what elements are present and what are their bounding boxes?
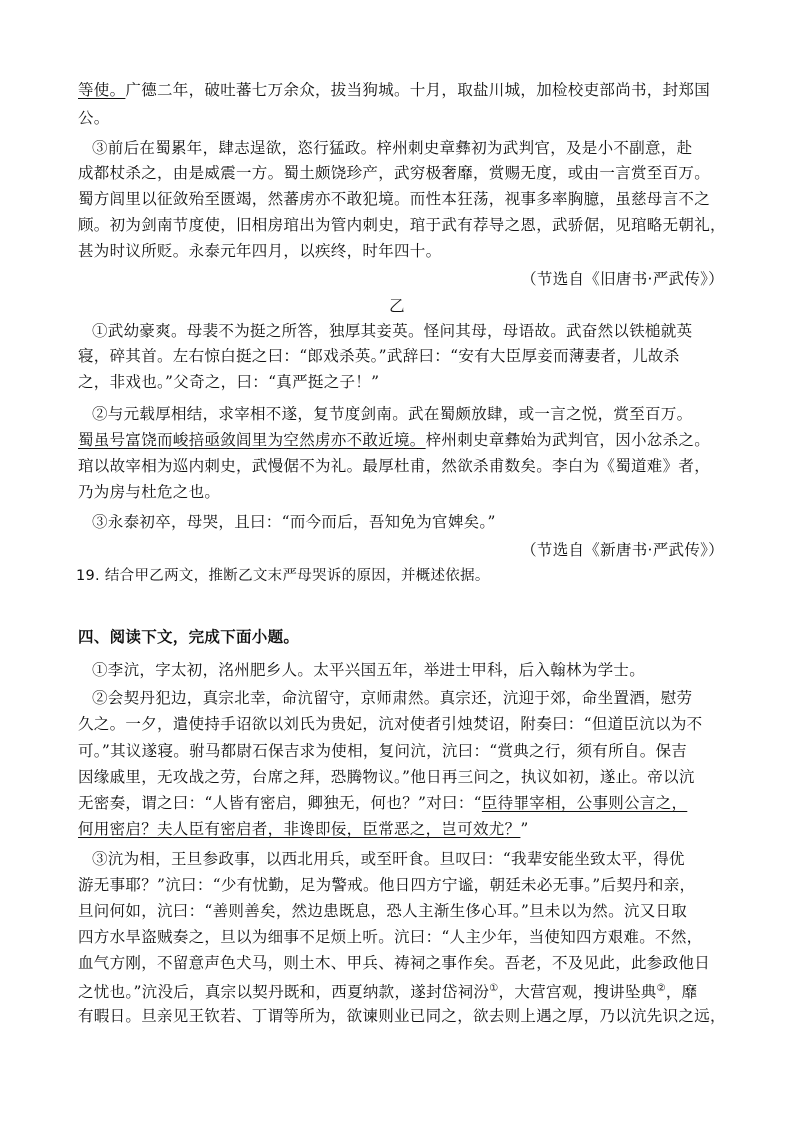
underlined-sentence: 何用密启？夫人臣有密启者，非谗即佞，臣常恶之，岂可效尤？ — [78, 820, 521, 838]
s4-p2-line-5: 无密奏，谓之曰：“人皆有密启，卿独无，何也？”对曰：“臣待罪宰相，公事则公言之， — [78, 794, 688, 812]
s4-p2-line-1: ②会契丹犯边，真宗北幸，命沆留守，京师肃然。真宗还，沆迎于郊，命坐置酒，慰劳 — [92, 689, 693, 707]
s4-p3-line-3: 旦问何如，沆曰：“善则善矣，然边患既息，恐人主渐生侈心耳。”旦未以为然。沆又日取 — [78, 902, 688, 920]
s4-p2-line-6: 何用密启？夫人臣有密启者，非谗即佞，臣常恶之，岂可效尤？” — [78, 820, 529, 838]
jia-p3-line-2: 成都杖杀之，由是威震一方。蜀土颇饶珍产，武穷极奢靡，赏赐无度，或由一言赏至百万。 — [78, 164, 711, 182]
jia-cont-line-2: 公。 — [78, 109, 110, 127]
yi-p1-line-1: ①武幼豪爽。母裴不为挺之所答，独厚其妾英。怪问其母，母语故。武奋然以铁槌就英 — [92, 322, 693, 340]
footnote-marker: ② — [656, 983, 666, 994]
jia-p3-line-5: 甚为时议所贬。永泰元年四月，以疾终，时年四十。 — [78, 242, 442, 260]
yi-p1-line-3: 之，非戏也。”父奇之，曰：“真严挺之子！” — [78, 373, 380, 391]
jia-p3-line-1: ③前后在蜀累年，肆志逞欲，恣行猛政。梓州刺史章彝初为武判官，及是小不副意，赴 — [92, 139, 693, 157]
footnote-marker: ① — [489, 983, 499, 994]
yi-p2-line-2: 蜀虽号富饶而峻掊亟敛闾里为空然虏亦不敢近境。梓州刺史章彝始为武判官，因小忿杀之。 — [78, 431, 711, 449]
jia-p3-line-3: 蜀方闾里以征敛殆至匮竭，然蕃虏亦不敢犯境。而性本狂荡，视事多率胸臆，虽慈母言不之 — [78, 190, 711, 208]
section-4-title: 四、阅读下文，完成下面小题。 — [78, 628, 300, 646]
s4-p3-line-1: ③沆为相，王旦参政事，以西北用兵，或至旰食。旦叹曰：“我辈安能坐致太平，得优 — [92, 850, 685, 868]
s4-p3-line-5: 血气方刚，不留意声色犬马，则土木、甲兵、祷祠之事作矣。吾老，不及见此，此参政他日 — [78, 954, 711, 972]
underlined-sentence: 蜀虽号富饶而峻掊亟敛闾里为空然虏亦不敢近境。 — [78, 431, 426, 449]
s4-p3-line-2: 游无事耶？”沆曰：“少有忧勤，足为警戒。他日四方宁谧，朝廷未必无事。”后契丹和亲， — [78, 876, 696, 894]
jia-p3-line-4: 顾。初为剑南节度使，旧相房琯出为管内刺史，琯于武有荐导之恩，武骄倨，见琯略无朝礼， — [78, 216, 726, 234]
s4-p3-line-4: 四方水旱盗贼奏之，旦以为细事不足烦上听。沆曰：“人主少年，当使知四方艰难。不然， — [78, 928, 703, 946]
yi-source: （节选自《新唐书·严武传》） — [521, 541, 724, 559]
yi-p3-line-1: ③永泰初卒，母哭，且曰：“而今而后，吾知免为官婢矣。” — [92, 513, 496, 531]
yi-p1-line-2: 寝，碎其首。左右惊白挺之曰：“郎戏杀英。”武辞曰：“安有大臣厚妾而薄妻者，儿故杀 — [78, 347, 680, 365]
s4-p1: ①李沆，字太初，洺州肥乡人。太平兴国五年，举进士甲科，后入翰林为学士。 — [92, 661, 646, 679]
yi-p2-line-4: 乃为房与杜危之也。 — [78, 483, 221, 501]
yi-p2-line-1: ②与元载厚相结，求宰相不遂，复节度剑南。武在蜀颇放肆，或一言之悦，赏至百万。 — [92, 405, 693, 423]
s4-p3-line-6: 之忧也。”沆没后，真宗以契丹既和，西夏纳款，遂封岱祠汾①，大营宫观，搜讲坠典②，靡 — [78, 983, 698, 1002]
underlined-phrase: 等使。 — [78, 81, 126, 99]
jia-cont-line-1: 等使。广德二年，破吐蕃七万余众，拔当狗城。十月，取盐川城，加检校吏部尚书，封郑国 — [78, 81, 711, 99]
question-19: 19. 结合甲乙两文，推断乙文末严母哭诉的原因，并概述依据。 — [76, 568, 490, 584]
jia-source: （节选自《旧唐书·严武传》） — [521, 270, 724, 288]
yi-title: 乙 — [389, 297, 405, 315]
s4-p2-line-3: 可。”其议遂寝。驸马都尉石保吉求为使相，复问沆，沆曰：“赏典之行，须有所自。保吉 — [78, 742, 688, 760]
s4-p2-line-2: 久之。一夕，遣使持手诏欲以刘氏为贵妃，沆对使者引烛焚诏，附奏曰：“但道臣沆以为不 — [78, 715, 703, 733]
yi-p2-line-3: 琯以故宰相为巡内刺史，武慢倨不为礼。最厚杜甫，然欲杀甫数矣。李白为《蜀道难》者， — [78, 457, 711, 475]
s4-p2-line-4: 因缘戚里，无攻战之劳，台席之拜，恐腾物议。”他日再三问之，执议如初，遂止。帝以沆 — [78, 768, 695, 786]
underlined-sentence: 臣待罪宰相，公事则公言之， — [481, 794, 688, 812]
s4-p3-line-7: 有暇日。旦亲见王钦若、丁谓等所为，欲谏则业已同之，欲去则上遇之厚，乃以沆先识之远， — [78, 1007, 726, 1025]
